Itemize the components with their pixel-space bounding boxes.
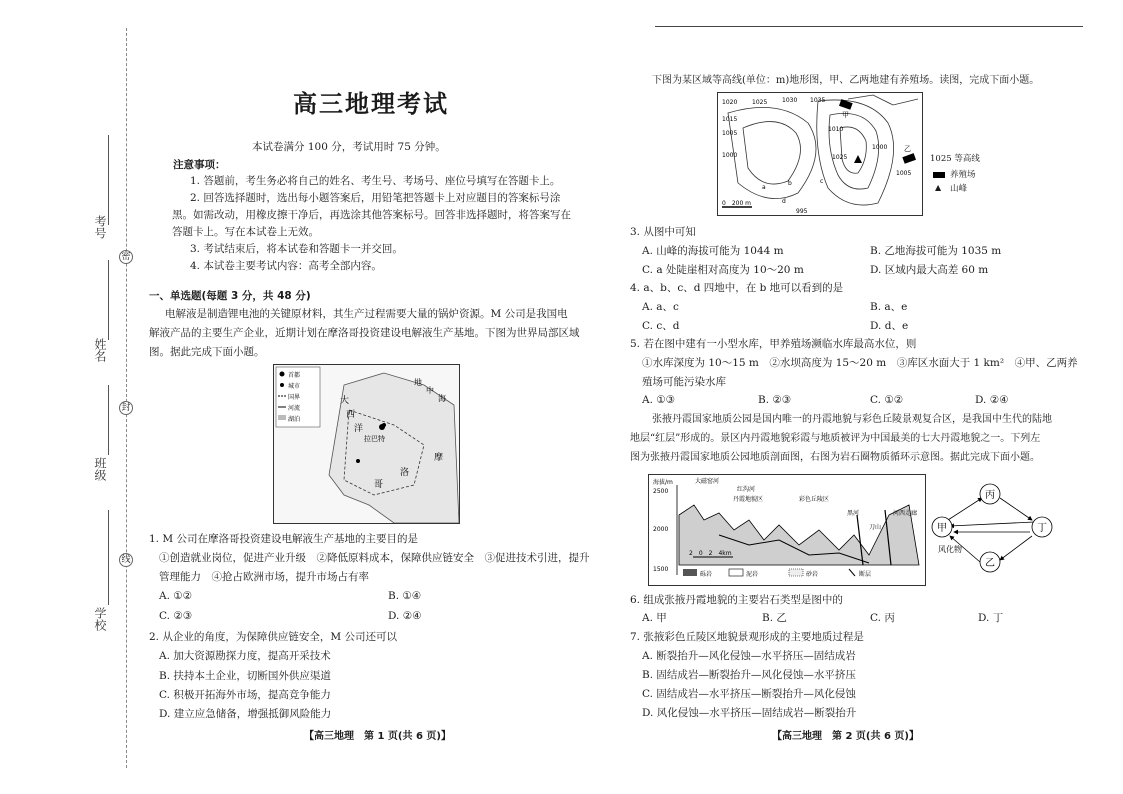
passage-1-line-1: 电解液是制造锂电池的关键原材料，其生产过程需要大量的锅炉资源。M 公司是我国电 [165, 308, 568, 320]
svg-text:0 200 m: 0 200 m [722, 200, 752, 207]
q7-stem: 7. 张掖彩色丘陵区地貌景观形成的主要地质过程是 [630, 631, 864, 643]
q2-stem: 2. 从企业的角度，为保障供应链安全，M 公司还可以 [149, 631, 397, 643]
notice-line-4: 答题卡上。写在本试卷上无效。 [172, 226, 319, 238]
svg-text:2000: 2000 [653, 526, 669, 533]
passage-2-line-1: 张掖丹霞国家地质公园是国内唯一的丹霞地貌与彩色丘陵景观复合区，是我国中生代的陆地 [652, 414, 1052, 425]
seal-mark-3: 线 [119, 553, 133, 567]
svg-text:刀山: 刀山 [869, 524, 882, 531]
top-rule [655, 26, 1083, 27]
svg-text:2500: 2500 [653, 488, 669, 495]
svg-text:乙: 乙 [985, 558, 995, 569]
passage-2-line-2: 地层“红层”形成的。景区内丹霞地貌彩霞与地质被评为中国最美的七大丹霞地貌之一。下列左 [630, 433, 1041, 444]
q5-line-2: 殖场可能污染水库 [642, 376, 726, 388]
footer-left: 【高三地理 第 1 页(共 6 页)】 [304, 731, 451, 742]
seal-mark-1: 密 [119, 250, 133, 264]
svg-text:a: a [762, 184, 766, 191]
svg-text:砂岩: 砂岩 [806, 571, 819, 578]
svg-text:丹霞地貌区: 丹霞地貌区 [733, 496, 764, 503]
svg-text:2 0 2 4km: 2 0 2 4km [689, 550, 732, 557]
rock-cycle-diagram [930, 480, 1070, 580]
svg-text:乙: 乙 [904, 145, 911, 153]
svg-text:砾岩: 砾岩 [700, 571, 713, 578]
svg-text:海拔/m: 海拔/m [653, 479, 673, 486]
peak-marker [854, 155, 862, 163]
svg-text:1030: 1030 [782, 97, 798, 104]
svg-text:1035: 1035 [810, 97, 826, 104]
svg-text:1025: 1025 [752, 99, 768, 106]
class-label: 班级 [93, 457, 107, 481]
svg-text:丁: 丁 [1037, 523, 1047, 534]
q6-option-a[interactable]: A. 甲 [642, 612, 667, 624]
q1-option-d[interactable]: D. ②④ [388, 610, 422, 622]
q1-line-2: 管理能力 ④抢占欧洲市场，提升市场占有率 [159, 571, 369, 583]
q5-option-b[interactable]: B. ②③ [758, 394, 792, 406]
q2-option-a[interactable]: A. 加大资源勘探力度，提高开采技术 [159, 650, 331, 662]
q7-option-c[interactable]: C. 固结成岩—水平挤压—断裂抬升—风化侵蚀 [642, 688, 856, 700]
notice-line-5: 3. 考试结束后，将本试卷和答题卡一并交回。 [190, 243, 403, 255]
farm-legend-icon [933, 172, 945, 178]
farm-legend-label: 养殖场 [950, 170, 976, 180]
q5-stem: 5. 若在图中建有一小型水库，甲养殖场濒临水库最高水位，则 [630, 338, 917, 350]
q1-option-c[interactable]: C. ②③ [159, 610, 193, 622]
svg-text:甲: 甲 [842, 111, 849, 119]
q4-option-a[interactable]: A. a、c [642, 301, 679, 313]
contour-map [717, 92, 923, 216]
q6-option-c[interactable]: C. 丙 [870, 612, 895, 624]
svg-text:黑河: 黑河 [847, 510, 860, 517]
svg-text:国界: 国界 [288, 394, 301, 401]
svg-text:b: b [788, 180, 792, 187]
footer-right: 【高三地理 第 2 页(共 6 页)】 [772, 731, 919, 742]
svg-text:河流: 河流 [288, 405, 301, 412]
notice-heading: 注意事项： [173, 159, 226, 171]
svg-text:洋: 洋 [354, 424, 364, 434]
q4-option-b[interactable]: B. a、e [870, 301, 908, 313]
school-underline [108, 510, 109, 605]
q7-option-d[interactable]: D. 风化侵蚀—水平挤压—固结成岩—断裂抬升 [642, 707, 857, 719]
class-underline [108, 385, 109, 455]
svg-text:地: 地 [414, 378, 422, 387]
svg-text:摩: 摩 [434, 453, 444, 463]
section-1-heading: 一、单选题(每题 3 分，共 48 分) [149, 290, 311, 302]
seal-mark-2: 封 [119, 401, 133, 415]
notice-line-2: 2. 回答选择题时，选出每小题答案后，用铅笔把答题卡上对应题目的答案标号涂 [190, 192, 561, 204]
svg-text:c: c [820, 178, 824, 185]
q7-option-b[interactable]: B. 固结成岩—断裂抬升—风化侵蚀—水平挤压 [642, 669, 856, 681]
svg-text:河西走廊: 河西走廊 [893, 510, 918, 517]
name-label: 姓名 [93, 338, 107, 362]
svg-text:1025: 1025 [832, 154, 848, 161]
right-intro: 下图为某区域等高线(单位：m)地形图，甲、乙两地建有养殖场。读图，完成下面小题。 [652, 75, 1040, 86]
q6-option-b[interactable]: B. 乙 [762, 612, 787, 624]
passage-1-line-3: 图。据此完成下面小题。 [149, 346, 265, 358]
peak-legend-label: 山峰 [950, 184, 968, 194]
svg-text:哥: 哥 [374, 480, 384, 490]
q3-option-d[interactable]: D. 区域内最大高差 60 m [870, 264, 989, 276]
q2-option-c[interactable]: C. 积极开拓海外市场，提高竞争能力 [159, 689, 331, 701]
svg-text:1000: 1000 [872, 144, 888, 151]
contour-legend-line: 1025 等高线 [930, 154, 980, 164]
svg-text:湖泊: 湖泊 [288, 416, 301, 423]
svg-text:彩色丘陵区: 彩色丘陵区 [799, 496, 830, 503]
svg-text:大磁窑河: 大磁窑河 [695, 478, 720, 485]
svg-text:丙: 丙 [985, 490, 995, 501]
q5-option-c[interactable]: C. ①② [870, 394, 904, 406]
svg-text:断层: 断层 [859, 571, 872, 578]
q4-option-d[interactable]: D. d、e [870, 320, 909, 332]
binding-dashed-line [126, 28, 127, 768]
q5-option-a[interactable]: A. ①③ [642, 394, 676, 406]
svg-text:1005: 1005 [722, 130, 738, 137]
exam-no-underline [108, 135, 109, 225]
q5-option-d[interactable]: D. ②④ [975, 394, 1009, 406]
q3-stem: 3. 从图中可知 [630, 226, 696, 238]
svg-text:海: 海 [438, 394, 446, 403]
world-region-map [273, 364, 460, 524]
farm-yi [902, 153, 916, 164]
notice-line-3: 黑。如需改动，用橡皮擦干净后，再选涂其他答案标号。回答非选择题时，将答案写在 [172, 209, 571, 221]
passage-1-line-2: 解液产品的主要生产企业，近期计划在摩洛哥投资建设电解液生产基地。下图为世界局部区域 [149, 327, 580, 339]
svg-text:1010: 1010 [828, 126, 844, 133]
q3-option-b[interactable]: B. 乙地海拔可能为 1035 m [870, 245, 1002, 257]
q1-stem: 1. M 公司在摩洛哥投资建设电解液生产基地的主要目的是 [149, 533, 418, 545]
exam-no-label: 考号 [93, 215, 107, 239]
svg-text:1020: 1020 [722, 99, 738, 106]
svg-text:1015: 1015 [722, 116, 738, 123]
svg-text:大: 大 [340, 396, 350, 406]
q6-option-d[interactable]: D. 丁 [978, 612, 1004, 624]
svg-text:甲: 甲 [937, 523, 947, 534]
svg-text:城市: 城市 [288, 383, 301, 390]
q6-stem: 6. 组成张掖丹霞地貌的主要岩石类型是图中的 [630, 594, 843, 606]
geologic-section-figure [648, 474, 926, 586]
svg-text:1000: 1000 [722, 152, 738, 159]
svg-text:风化物: 风化物 [938, 545, 962, 554]
exam-title: 高三地理考试 [293, 90, 449, 118]
q1-line-1: ①创造就业岗位，促进产业升级 ②降低原料成本，保障供应链安全 ③促进技术引进，提升 [159, 552, 590, 564]
q3-option-a[interactable]: A. 山峰的海拔可能为 1044 m [642, 245, 784, 257]
q4-option-c[interactable]: C. c、d [642, 320, 680, 332]
svg-text:首都: 首都 [288, 372, 301, 379]
notice-line-1: 1. 答题前，考生务必将自己的姓名、考生号、考场号、座位号填写在答题卡上。 [190, 175, 561, 187]
svg-text:泥岩: 泥岩 [746, 571, 759, 578]
q5-line-1: ①水库深度为 10～15 m ②水坝高度为 15～20 m ③库区水面大于 1 km² ④甲、乙两养 [642, 357, 1078, 369]
capital-label: 拉巴特 [364, 435, 385, 443]
peak-legend-icon: ▲ [935, 183, 942, 192]
q2-option-d[interactable]: D. 建立应急储备，增强抵御风险能力 [159, 708, 332, 720]
svg-text:1005: 1005 [896, 170, 912, 177]
svg-text:1500: 1500 [653, 566, 669, 573]
svg-text:995: 995 [796, 208, 808, 215]
q7-option-a[interactable]: A. 断裂抬升—风化侵蚀—水平挤压—固结成岩 [642, 650, 856, 662]
exam-intro: 本试卷满分 100 分，考试用时 75 分钟。 [252, 141, 446, 153]
q1-option-a[interactable]: A. ①② [159, 590, 193, 602]
q4-stem: 4. a、b、c、d 四地中，在 b 地可以看到的是 [630, 282, 844, 294]
passage-2-line-3: 图为张掖丹霞国家地质公园地质剖面图，右图为岩石圈物质循环示意图。据此完成下面小题。 [630, 452, 1040, 463]
svg-text:中: 中 [426, 386, 434, 395]
svg-text:红沟河: 红沟河 [737, 486, 756, 493]
q2-option-b[interactable]: B. 扶持本土企业，切断国外供应渠道 [159, 670, 331, 682]
svg-text:洛: 洛 [400, 468, 410, 478]
svg-text:d: d [782, 198, 786, 205]
q3-option-c[interactable]: C. a 处陡崖相对高度为 10～20 m [642, 264, 804, 276]
svg-text:西: 西 [346, 410, 356, 420]
name-underline [108, 260, 109, 340]
notice-line-6: 4. 本试卷主要考试内容：高考全部内容。 [190, 260, 382, 272]
q1-option-b[interactable]: B. ①④ [388, 590, 422, 602]
school-label: 学校 [93, 607, 107, 631]
